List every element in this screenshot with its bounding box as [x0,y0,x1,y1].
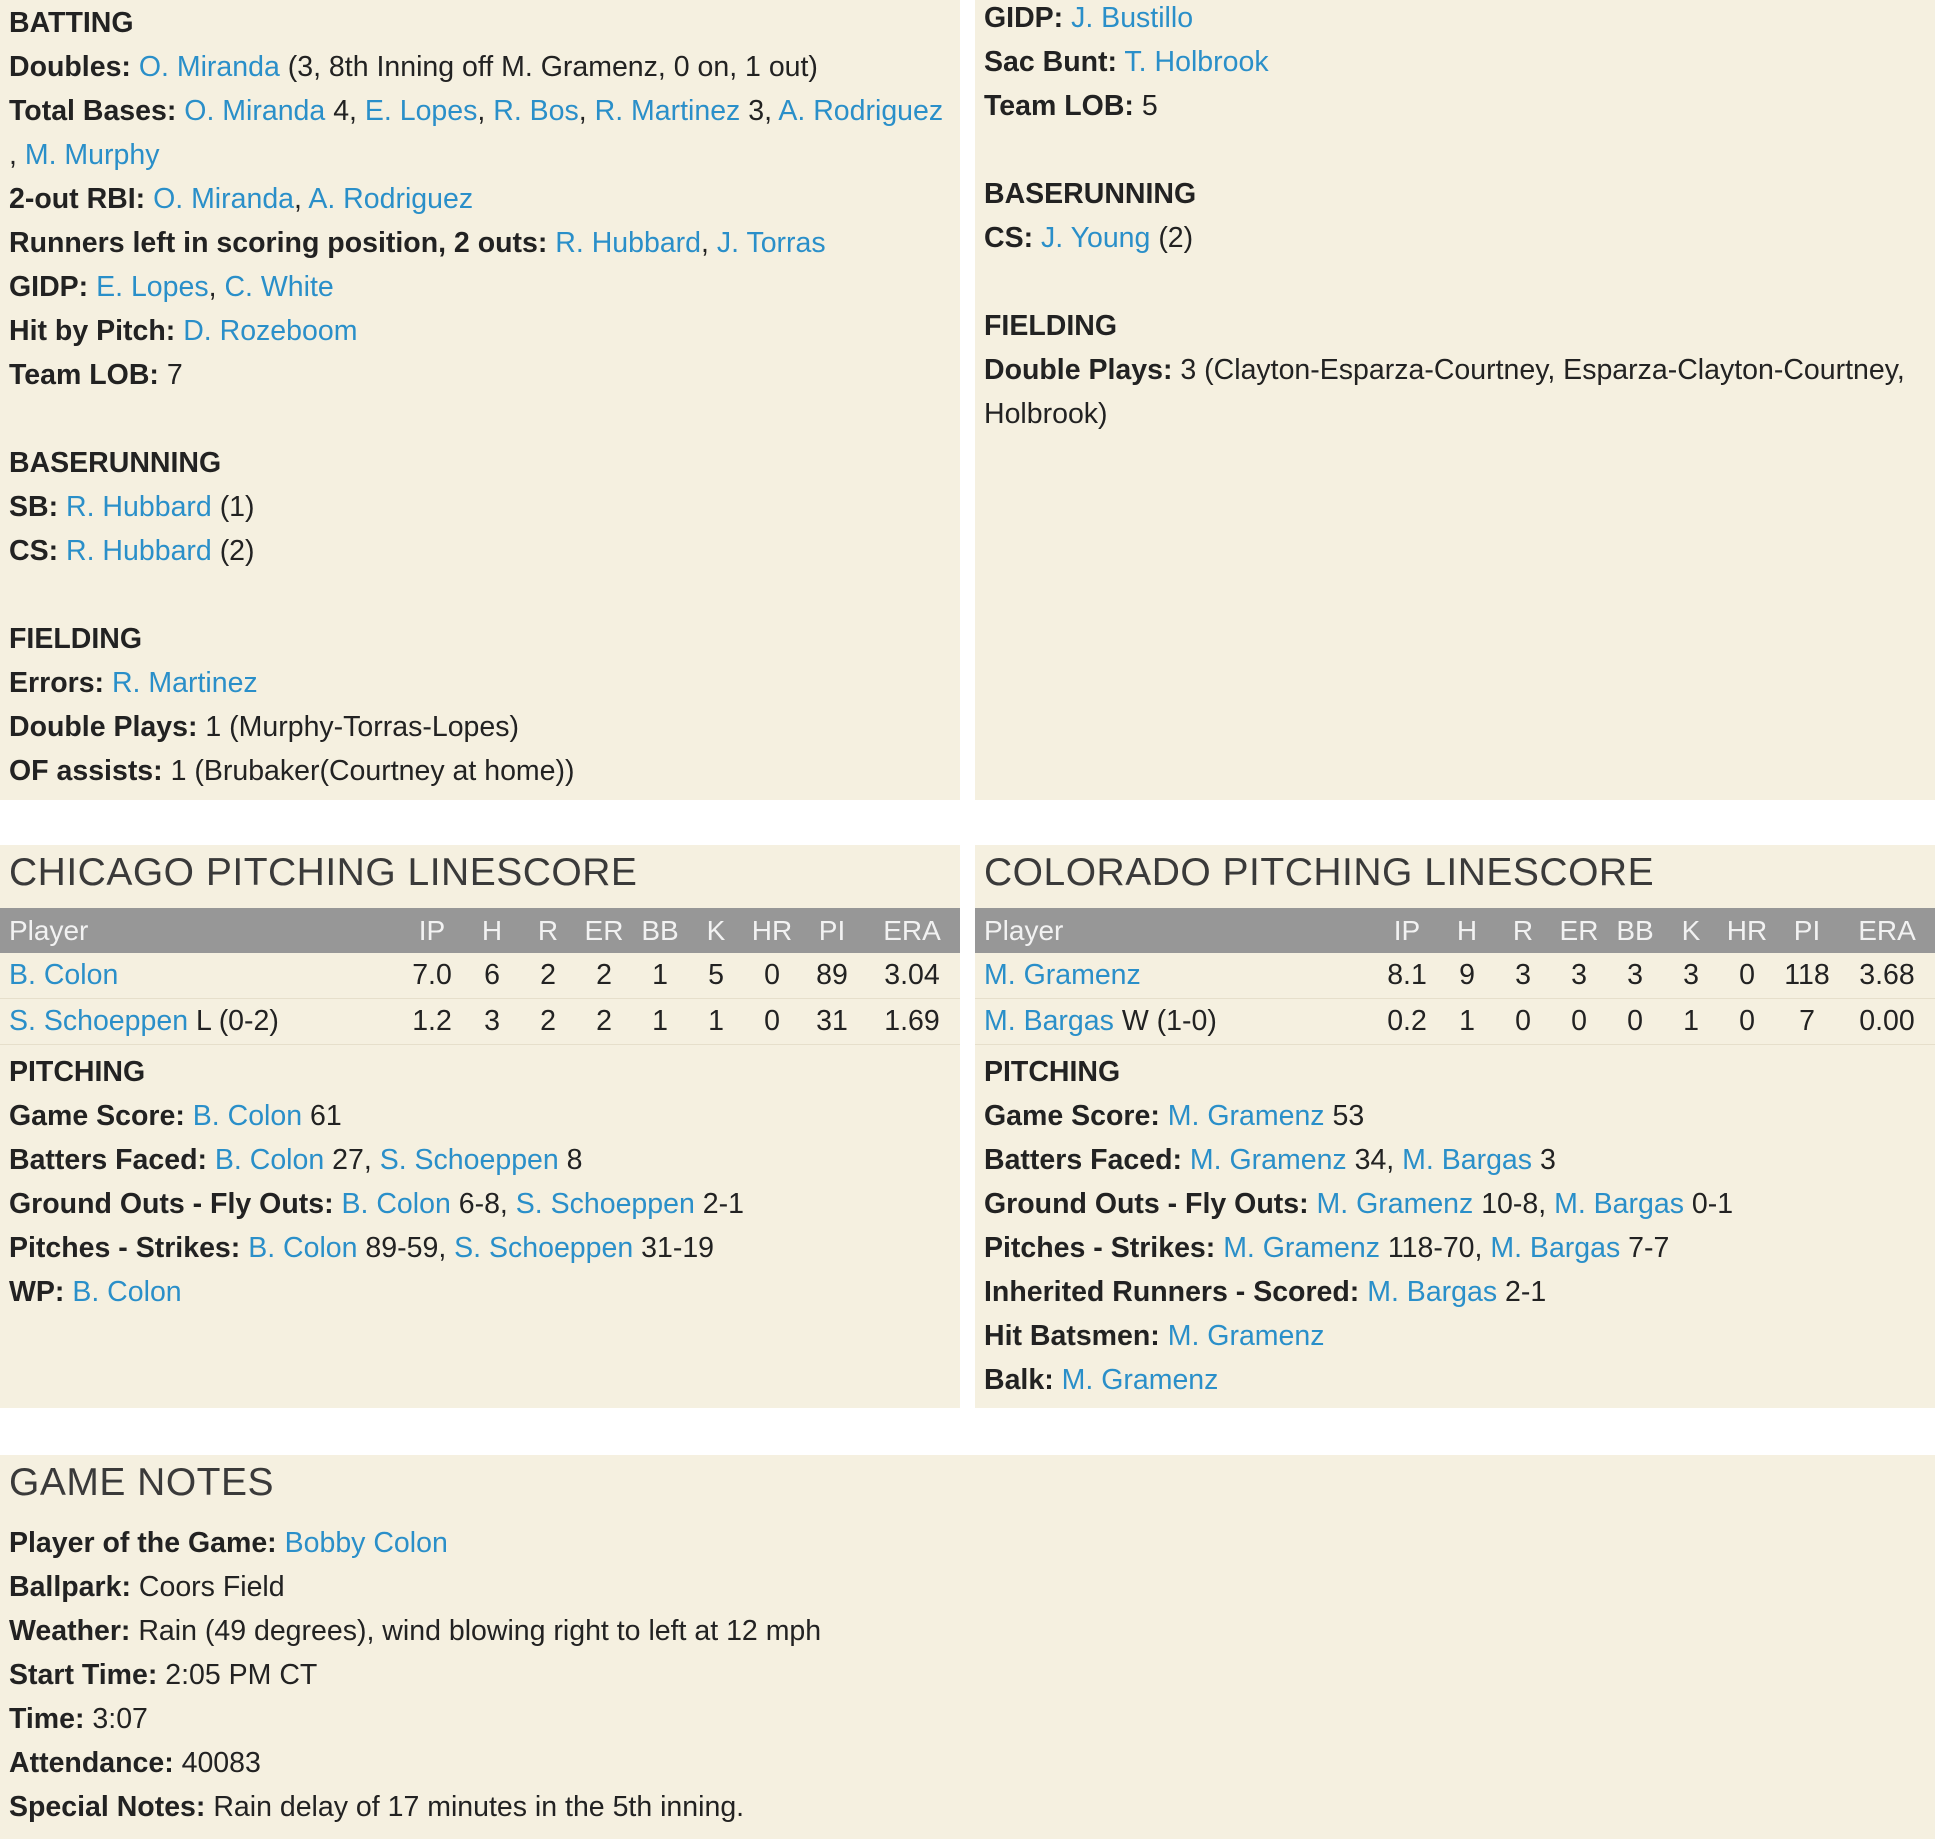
start-time-label: Start Time: [9,1659,158,1691]
player-link[interactable]: M. Gramenz [1167,1100,1325,1132]
pitching-header: PITCHING [9,1056,146,1088]
start-time-line [9,1653,821,1697]
player-link[interactable]: R. Martinez [111,667,258,699]
player-cell [975,953,1375,999]
player-of-game-line [9,1521,821,1565]
bb-cell: 1 [632,953,688,999]
colorado-pitching-panel [975,845,1935,1408]
hr-cell: 0 [744,999,800,1045]
risp-line [9,221,943,265]
two-out-rbi-line [9,177,943,221]
baserunning-header: BASERUNNING [984,178,1197,210]
k-cell: 1 [688,999,744,1045]
cs-line [9,529,943,573]
stat-value: 3 [1539,1144,1556,1176]
double-plays-line [984,348,1905,392]
weather-label: Weather: [9,1615,131,1647]
stat-value: 118-70, [1387,1232,1483,1264]
spacer [984,260,1905,304]
baserunning-header: BASERUNNING [9,447,222,479]
player-link[interactable]: B. Colon [192,1100,303,1132]
attendance-label: Attendance: [9,1747,174,1779]
go-fo-label: Ground Outs - Fly Outs: [984,1188,1309,1220]
special-notes-label: Special Notes: [9,1791,206,1823]
table-row [975,999,1935,1045]
sb-line [9,485,943,529]
col-header[interactable]: Player [0,908,400,953]
player-link[interactable]: R. Bos [493,95,579,127]
player-link[interactable]: C. White [224,271,334,303]
player-link[interactable]: S. Schoeppen [454,1232,634,1264]
stat-value: 0-1 [1691,1188,1734,1220]
r-cell: 0 [1495,999,1551,1045]
table-header-row [975,908,1935,953]
team-lob-line [9,353,943,397]
col-header[interactable]: PI [800,908,864,953]
h-cell: 3 [464,999,520,1045]
h-cell: 9 [1439,953,1495,999]
player-link[interactable]: B. Colon [214,1144,325,1176]
player-of-game-label: Player of the Game: [9,1527,277,1559]
pitching-header: PITCHING [984,1056,1121,1088]
ip-cell: 1.2 [400,999,464,1045]
col-header[interactable]: BB [1607,908,1663,953]
h-cell: 1 [1439,999,1495,1045]
double-plays-label: Double Plays: [9,711,198,743]
cs-line [984,216,1905,260]
ballpark-label: Ballpark: [9,1571,131,1603]
col-header[interactable]: ERA [1839,908,1935,953]
player-link[interactable]: R. Hubbard [66,535,212,567]
game-score-line [984,1094,1733,1138]
decision: L (0-2) [195,1005,279,1037]
player-link[interactable]: A. Rodriguez [778,95,944,127]
ip-cell: 0.2 [1375,999,1439,1045]
col-header[interactable]: ERA [864,908,960,953]
chicago-pitching-lines [9,1050,744,1314]
doubles-detail: (3, 8th Inning off M. Gramenz, 0 on, 1 out) [287,51,818,83]
table-row [0,953,960,999]
player-link[interactable]: J. Young [1041,222,1151,254]
balk-line [984,1358,1733,1402]
weather-line [9,1609,821,1653]
wild-pitch-label: WP: [9,1276,65,1308]
batters-faced-label: Batters Faced: [9,1144,207,1176]
player-link[interactable]: B. Colon [72,1276,182,1308]
time-value: 3:07 [92,1703,148,1735]
weather-value: Rain (49 degrees), wind blowing right to left at 12 mph [138,1615,822,1647]
double-plays-line [9,705,943,749]
player-link[interactable]: M. Bargas [984,1005,1114,1037]
stat-value: 3, [748,95,773,127]
stat-value: 53 [1332,1100,1365,1132]
batters-faced-label: Batters Faced: [984,1144,1182,1176]
gidp-label: GIDP: [9,271,89,303]
col-header[interactable]: K [688,908,744,953]
game-notes-lines [9,1521,821,1829]
ip-cell: 8.1 [1375,953,1439,999]
go-fo-label: Ground Outs - Fly Outs: [9,1188,334,1220]
col-header[interactable]: IP [400,908,464,953]
batters-faced-line [9,1138,744,1182]
gidp-line [984,0,1905,40]
player-link[interactable]: M. Gramenz [1316,1188,1474,1220]
game-score-label: Game Score: [984,1100,1160,1132]
stat-value: 2-1 [1505,1276,1547,1308]
player-link[interactable]: E. Lopes [364,95,478,127]
stat-value: 34, [1354,1144,1395,1176]
doubles-line [9,45,943,89]
player-link[interactable]: M. Gramenz [1189,1144,1347,1176]
player-link[interactable]: M. Murphy [24,139,160,171]
errors-label: Errors: [9,667,105,699]
hbp-label: Hit by Pitch: [9,315,176,347]
player-link[interactable]: O. Miranda [138,51,280,83]
stat-value: 27, [332,1144,372,1176]
game-notes-title: GAME NOTES [9,1461,275,1504]
era-cell: 1.69 [864,999,960,1045]
r-cell: 2 [520,953,576,999]
team-lob-value: 7 [166,359,183,391]
sb-label: SB: [9,491,59,523]
player-link[interactable]: J. Bustillo [1071,2,1194,34]
player-cell [0,953,400,999]
of-assists-label: OF assists: [9,755,163,787]
col-header[interactable]: IP [1375,908,1439,953]
col-header[interactable]: ER [576,908,632,953]
col-header[interactable]: PI [1775,908,1839,953]
time-line [9,1697,821,1741]
colorado-pitching-title: COLORADO PITCHING LINESCORE [984,851,1655,894]
player-link[interactable]: O. Miranda [153,183,295,215]
player-link[interactable]: B. Colon [248,1232,358,1264]
er-cell: 3 [1551,953,1607,999]
start-time-value: 2:05 PM CT [165,1659,318,1691]
colorado-pitching-lines [984,1050,1733,1402]
chicago-box-panel [0,0,960,800]
balk-label: Balk: [984,1364,1054,1396]
er-cell: 0 [1551,999,1607,1045]
col-header[interactable]: Player [975,908,1375,953]
of-assists-line [9,749,943,793]
batters-faced-line [984,1138,1733,1182]
spacer [9,573,943,617]
chicago-box-lines [9,1,943,793]
chicago-pitching-panel [0,845,960,1408]
player-link[interactable]: A. Rodriguez [308,183,474,215]
col-header[interactable]: H [464,908,520,953]
bb-cell: 0 [1607,999,1663,1045]
inherited-runners-label: Inherited Runners - Scored: [984,1276,1360,1308]
game-score-line [9,1094,744,1138]
chicago-pitching-title: CHICAGO PITCHING LINESCORE [9,851,638,894]
colorado-pitching-table [975,908,1935,1045]
separator: , [208,271,217,303]
spacer [9,397,943,441]
player-link[interactable]: D. Rozeboom [183,315,358,347]
cs-label: CS: [9,535,59,567]
gidp-label: GIDP: [984,2,1064,34]
team-lob-label: Team LOB: [984,90,1134,122]
ballpark-line [9,1565,821,1609]
sb-value: (1) [219,491,255,523]
player-cell [0,999,400,1045]
er-cell: 2 [576,953,632,999]
k-cell: 5 [688,953,744,999]
wild-pitch-line [9,1270,744,1314]
stat-value: 89-59, [365,1232,447,1264]
cs-value: (2) [1158,222,1194,254]
hr-cell: 0 [1719,953,1775,999]
pitches-strikes-label: Pitches - Strikes: [984,1232,1216,1264]
player-link[interactable]: M. Bargas [1402,1144,1533,1176]
bb-cell: 1 [632,999,688,1045]
separator: , [701,227,709,259]
k-cell: 3 [1663,953,1719,999]
pi-cell: 118 [1775,953,1839,999]
player-link[interactable]: M. Bargas [1367,1276,1498,1308]
table-row [0,999,960,1045]
two-out-rbi-label: 2-out RBI: [9,183,146,215]
player-link[interactable]: M. Gramenz [1167,1320,1325,1352]
player-link[interactable]: M. Gramenz [984,959,1141,991]
double-plays-value: 3 (Clayton-Esparza-Courtney, Esparza-Clayton-Courtney, [1180,354,1905,386]
pitches-strikes-line [9,1226,744,1270]
stat-value: 6-8, [458,1188,508,1220]
player-link[interactable]: R. Hubbard [66,491,212,523]
hbp-line [9,309,943,353]
colorado-box-lines [984,0,1905,436]
r-cell: 3 [1495,953,1551,999]
col-header[interactable]: R [1495,908,1551,953]
risp-label: Runners left in scoring position, 2 outs: [9,227,548,259]
col-header[interactable]: H [1439,908,1495,953]
stat-value: 10-8, [1481,1188,1547,1220]
chicago-pitching-table [0,908,960,1045]
inherited-runners-line [984,1270,1733,1314]
player-link[interactable]: B. Colon [9,959,119,991]
player-link[interactable]: Bobby Colon [284,1527,448,1559]
player-link[interactable]: M. Gramenz [1061,1364,1219,1396]
bb-cell: 3 [1607,953,1663,999]
separator: , [294,183,302,215]
er-cell: 2 [576,999,632,1045]
r-cell: 2 [520,999,576,1045]
double-plays-value: 1 (Murphy-Torras-Lopes) [205,711,519,743]
game-score-label: Game Score: [9,1100,185,1132]
attendance-line [9,1741,821,1785]
stat-value: 8 [566,1144,583,1176]
cs-value: (2) [219,535,255,567]
table-row [975,953,1935,999]
cs-label: CS: [984,222,1034,254]
of-assists-value: 1 (Brubaker(Courtney at home)) [170,755,575,787]
total-bases-line [9,89,943,133]
h-cell: 6 [464,953,520,999]
col-header[interactable]: R [520,908,576,953]
player-link[interactable]: R. Martinez [594,95,741,127]
spacer [984,128,1905,172]
ip-cell: 7.0 [400,953,464,999]
doubles-label: Doubles: [9,51,131,83]
hr-cell: 0 [744,953,800,999]
col-header[interactable]: K [1663,908,1719,953]
time-label: Time: [9,1703,85,1735]
double-plays-line-cont [984,392,1905,436]
player-link[interactable]: R. Hubbard [555,227,702,259]
pi-cell: 89 [800,953,864,999]
hr-cell: 0 [1719,999,1775,1045]
gidp-line [9,265,943,309]
pitches-strikes-label: Pitches - Strikes: [9,1232,241,1264]
go-fo-line [984,1182,1733,1226]
player-link[interactable]: B. Colon [341,1188,451,1220]
errors-line [9,661,943,705]
player-link[interactable]: S. Schoeppen [9,1005,189,1037]
player-link[interactable]: M. Gramenz [1223,1232,1380,1264]
pi-cell: 7 [1775,999,1839,1045]
go-fo-line [9,1182,744,1226]
fielding-header: FIELDING [984,310,1117,342]
total-bases-line-cont [9,133,943,177]
pi-cell: 31 [800,999,864,1045]
player-link[interactable]: S. Schoeppen [515,1188,695,1220]
k-cell: 1 [1663,999,1719,1045]
batting-header: BATTING [9,7,134,39]
hit-batsmen-line [984,1314,1733,1358]
stat-value: 61 [310,1100,342,1132]
special-notes-value: Rain delay of 17 minutes in the 5th inning. [213,1791,745,1823]
stat-value: 31-19 [641,1232,715,1264]
total-bases-label: Total Bases: [9,95,177,127]
game-notes-panel [0,1455,1935,1839]
colorado-box-panel [975,0,1935,800]
stat-value: 2-1 [702,1188,744,1220]
player-link[interactable]: M. Bargas [1490,1232,1621,1264]
stat-value: 4, [333,95,357,127]
era-cell: 3.04 [864,953,960,999]
col-header[interactable]: HR [1719,908,1775,953]
hit-batsmen-label: Hit Batsmen: [984,1320,1160,1352]
player-link[interactable]: M. Bargas [1554,1188,1684,1220]
double-plays-label: Double Plays: [984,354,1173,386]
separator: , [578,95,587,127]
player-link[interactable]: E. Lopes [96,271,209,303]
era-cell: 0.00 [1839,999,1935,1045]
player-cell [975,999,1375,1045]
col-header[interactable]: BB [632,908,688,953]
team-lob-line [984,84,1905,128]
team-lob-value: 5 [1141,90,1158,122]
special-notes-line [9,1785,821,1829]
sac-bunt-line [984,40,1905,84]
double-plays-value-cont: Holbrook) [984,398,1108,430]
fielding-header: FIELDING [9,623,142,655]
era-cell: 3.68 [1839,953,1935,999]
col-header[interactable]: ER [1551,908,1607,953]
table-header-row [0,908,960,953]
team-lob-label: Team LOB: [9,359,159,391]
ballpark-value: Coors Field [138,1571,285,1603]
attendance-value: 40083 [181,1747,261,1779]
separator: , [477,95,486,127]
player-link[interactable]: S. Schoeppen [379,1144,559,1176]
sac-bunt-label: Sac Bunt: [984,46,1118,78]
player-link[interactable]: T. Holbrook [1124,46,1269,78]
pitches-strikes-line [984,1226,1733,1270]
decision: W (1-0) [1121,1005,1217,1037]
col-header[interactable]: HR [744,908,800,953]
separator: , [9,139,17,171]
player-link[interactable]: J. Torras [716,227,826,259]
player-link[interactable]: O. Miranda [184,95,326,127]
stat-value: 7-7 [1628,1232,1670,1264]
